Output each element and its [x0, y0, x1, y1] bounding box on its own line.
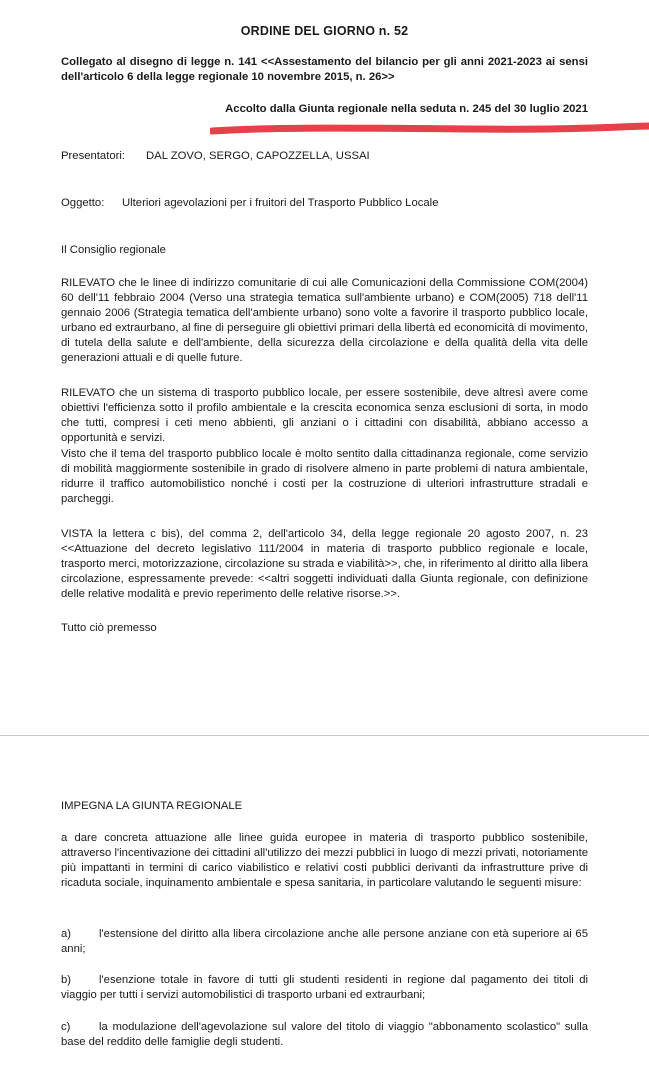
accepted-text: Accolto dalla Giunta regionale nella seduta n. 245 del 30 luglio 2021 — [225, 103, 588, 115]
document-title: ORDINE DEL GIORNO n. 52 — [240, 24, 409, 38]
subject-value: Ulteriori agevolazioni per i fruitori del Trasporto Pubblico Locale — [122, 197, 439, 209]
council-heading: Il Consiglio regionale — [61, 244, 166, 256]
presenters-value: DAL ZOVO, SERGO, CAPOZZELLA, USSAI — [146, 150, 370, 162]
list-item-text: l'estensione del diritto alla libera circolazione anche alle persone anziane con età superiore ai 65 anni; — [61, 928, 588, 955]
subject-label: Oggetto: — [61, 197, 105, 209]
presenters-label: Presentatori: — [61, 150, 126, 162]
red-highlight-stroke — [210, 122, 649, 140]
list-item-b — [61, 973, 588, 1003]
paragraph-rilevato-1: RILEVATO che le linee di indirizzo comunitarie di cui alle Comunicazioni della Commissione COM(2004) 60 dell'11 febbraio 2004 (Verso una strategia tematica sull'ambiente urbano) e COM(2005) 718 dell'11 gennaio 2006 (Strategia tematica dell'ambiente urbano) sono volte a favorire il trasporto pubblico locale, urbano ed extraurbano, al fine di perseguire gli obiettivi primari della libertà ed economicità di movimento, di tutela della salute e dell'ambiente, della sicurezza della circolazione e della qualità della vita delle generazioni attuali e di quelle future. — [61, 277, 588, 364]
commitment-intro: a dare concreta attuazione alle linee guida europee in materia di trasporto pubblico sostenibile, attraverso l'incentivazione dei cittadini all'utilizzo dei mezzi pubblici in luogo di mezzi privati, notoriamente più impattanti in termini di carico viabilistico e relativi costi pubblici derivanti da infrastrutture prive di ricaduta sociale, inquinamento ambientale e spesa sanitaria, in particolare valutando le seguenti misure: — [61, 832, 588, 889]
page-divider — [0, 735, 649, 736]
commitment-heading: IMPEGNA LA GIUNTA REGIONALE — [61, 800, 243, 812]
paragraph-rilevato-2: RILEVATO che un sistema di trasporto pubblico locale, per essere sostenibile, deve altresì avere come obiettivi l'efficienza sotto il profilo ambientale e la crescita economica senza esclusioni di sorta, in modo che tutti, compresi i ceti meno abbienti, gli anziani o i cittadini con disabilità, abbiano accesso a opportunità e servizi. — [61, 387, 588, 444]
list-item-a — [61, 927, 588, 957]
list-item-letter: a) — [61, 928, 72, 940]
list-item-letter: b) — [61, 974, 72, 986]
linked-bill-text: Collegato al disegno di legge n. 141 <<Assestamento del bilancio per gli anni 2021-2023 ai sensi dell'articolo 6 della legge regionale 10 novembre 2015, n. 26>> — [61, 56, 588, 83]
paragraph-visto: Visto che il tema del trasporto pubblico locale è molto sentito dalla cittadinanza regionale, come servizio di mobilità maggiormente sostenibile in grado di risolvere almeno in parte problemi di natura ambientale, ridurre il traffico automobilistico nonché i costi per la costruzione di ulteriori infrastrutture stradali e parcheggi. — [61, 448, 588, 505]
list-item-text: la modulazione dell'agevolazione sul valore del titolo di viaggio "abbonamento scolastico" sulla base del reddito delle famiglie degli studenti. — [61, 1021, 588, 1048]
list-item-letter: c) — [61, 1021, 71, 1033]
list-item-c — [61, 1020, 588, 1050]
premise-text: Tutto ciò premesso — [61, 622, 157, 634]
list-item-text: l'esenzione totale in favore di tutti gli studenti residenti in regione dal pagamento dei titoli di viaggio per tutti i servizi automobilistici di trasporto urbani ed extraurbani; — [61, 974, 588, 1001]
paragraph-vista: VISTA la lettera c bis), del comma 2, dell'articolo 34, della legge regionale 20 agosto 2007, n. 23 <<Attuazione del decreto legislativo 111/2004 in materia di trasporto pubblico regionale e locale, trasporto merci, motorizzazione, circolazione su strada e viabilità>>, che, in riferimento al diritto alla libera circolazione, espressamente prevede: <<altri soggetti individuati dalla Giunta regionale, con definizione delle relative modalità e previo reperimento delle relative risorse.>>. — [61, 528, 588, 600]
